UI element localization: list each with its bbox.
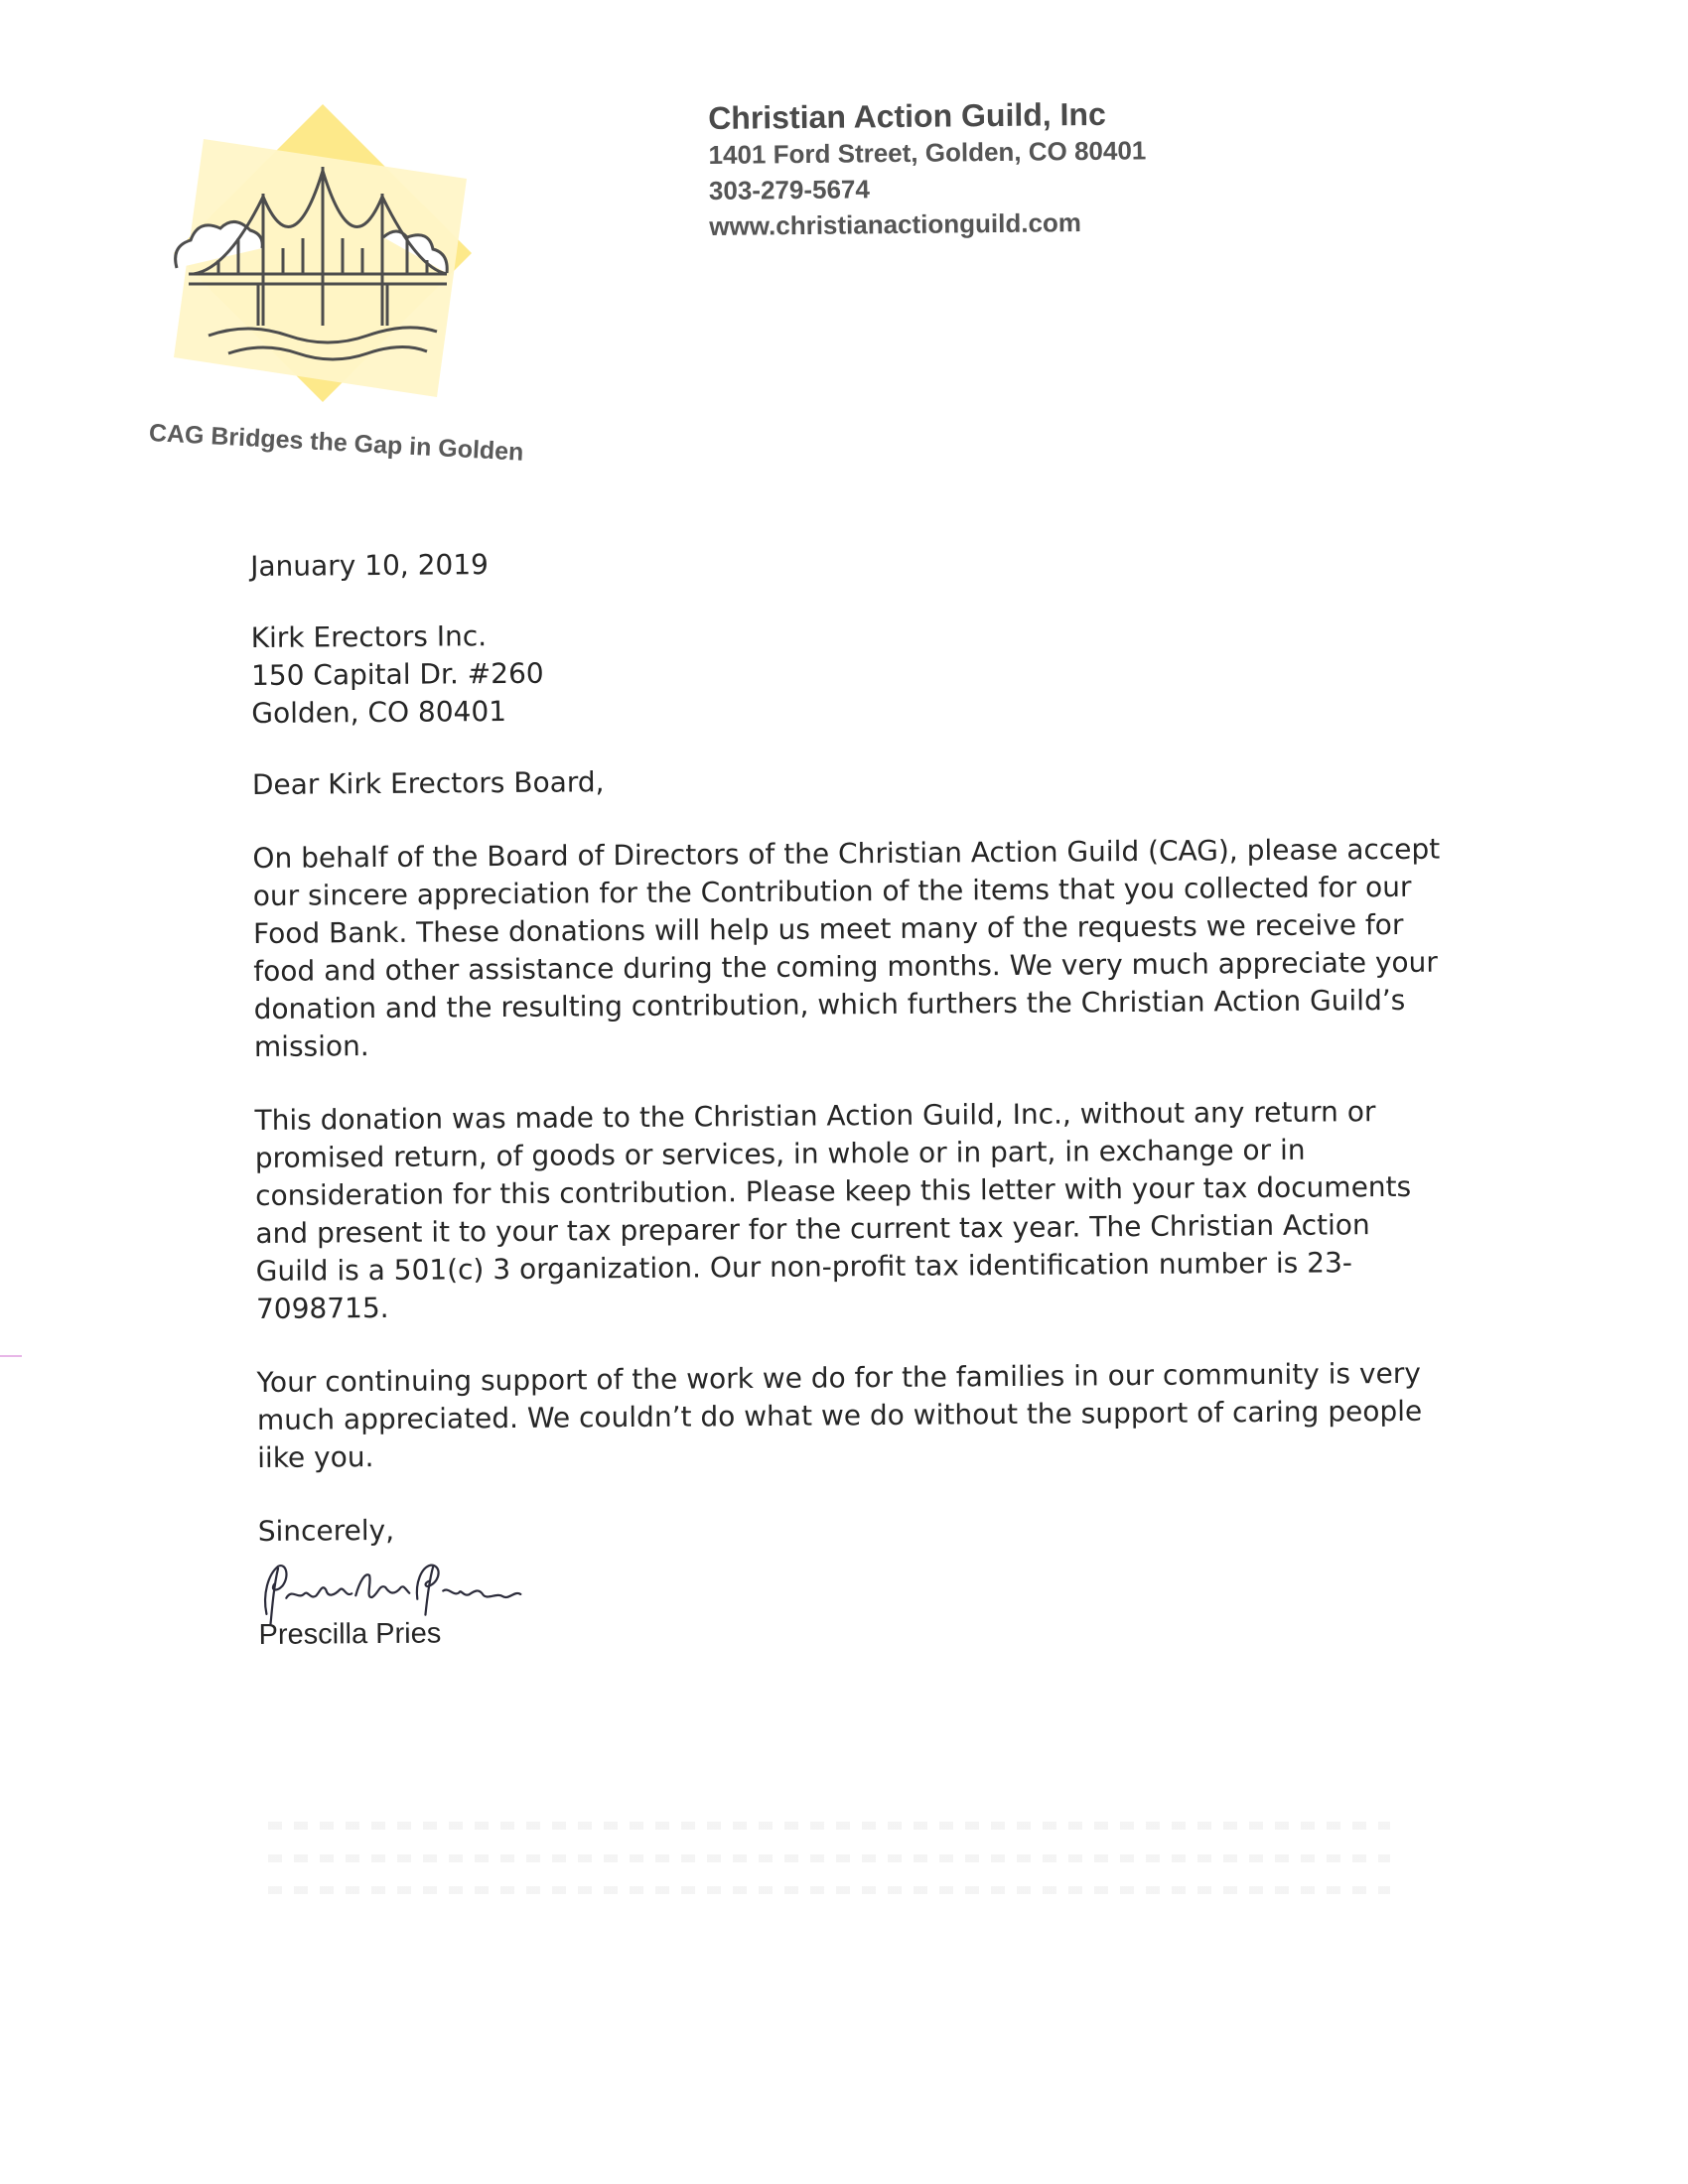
letter-body: [250, 538, 1471, 1654]
scan-edge-mark: [0, 1355, 22, 1357]
signer-name: Prescilla Pries: [258, 1617, 442, 1651]
body-paragraph: This donation was made to the Christian Action Guild, Inc., without any return or promised return, of goods or services, in whole or in part, in exchange or in consideration for this contribution. Please keep this letter with your tax documents and present it to your tax preparer for the current tax year. The Christian Action Guild is a 501(c) 3 organization. Our non-profit tax identification number is 23-7098715.: [254, 1095, 1412, 1325]
scan-artifact: [268, 1886, 1390, 1894]
body-paragraph: Your continuing support of the work we do for the families in our community is very much appreciated. We couldn’t do what we do without the support of caring people iike you.: [256, 1356, 1423, 1474]
recipient-name: Kirk Erectors Inc.: [250, 619, 488, 654]
bridge-logo-icon: [149, 99, 546, 467]
recipient-city: Golden, CO 80401: [251, 694, 507, 730]
letter-date: January 10, 2019: [250, 548, 490, 583]
scan-artifact: [268, 1822, 1390, 1830]
recipient-address: [251, 610, 1464, 733]
logo-tagline: CAG Bridges the Gap in Golden: [148, 419, 525, 467]
organization-address: 1401 Ford Street, Golden, CO 80401: [708, 135, 1147, 170]
organization-phone: 303-279-5674: [708, 174, 871, 205]
salutation: Dear Kirk Erectors Board,: [251, 765, 605, 801]
letterhead: [708, 94, 1147, 244]
handwritten-signature: [248, 1552, 627, 1634]
recipient-street: 150 Capital Dr. #260: [250, 656, 544, 692]
closing: Sincerely,: [257, 1513, 395, 1548]
organization-website: www.christianactionguild.com: [709, 207, 1082, 241]
signature-icon: [248, 1552, 627, 1634]
body-paragraph: On behalf of the Board of Directors of the Christian Action Guild (CAG), please accept our sincere appreciation for the Contribution of the items that you collected for our Food Bank. These donations will help us meet many of the requests we receive for food and other assistance during the coming months. We very much appreciate your donation and the resulting contribution, which furthers the Christian Action Guild’s mission.: [252, 832, 1441, 1063]
scan-artifact: [268, 1854, 1390, 1862]
organization-logo: [149, 99, 546, 467]
organization-name: Christian Action Guild, Inc: [708, 95, 1106, 136]
